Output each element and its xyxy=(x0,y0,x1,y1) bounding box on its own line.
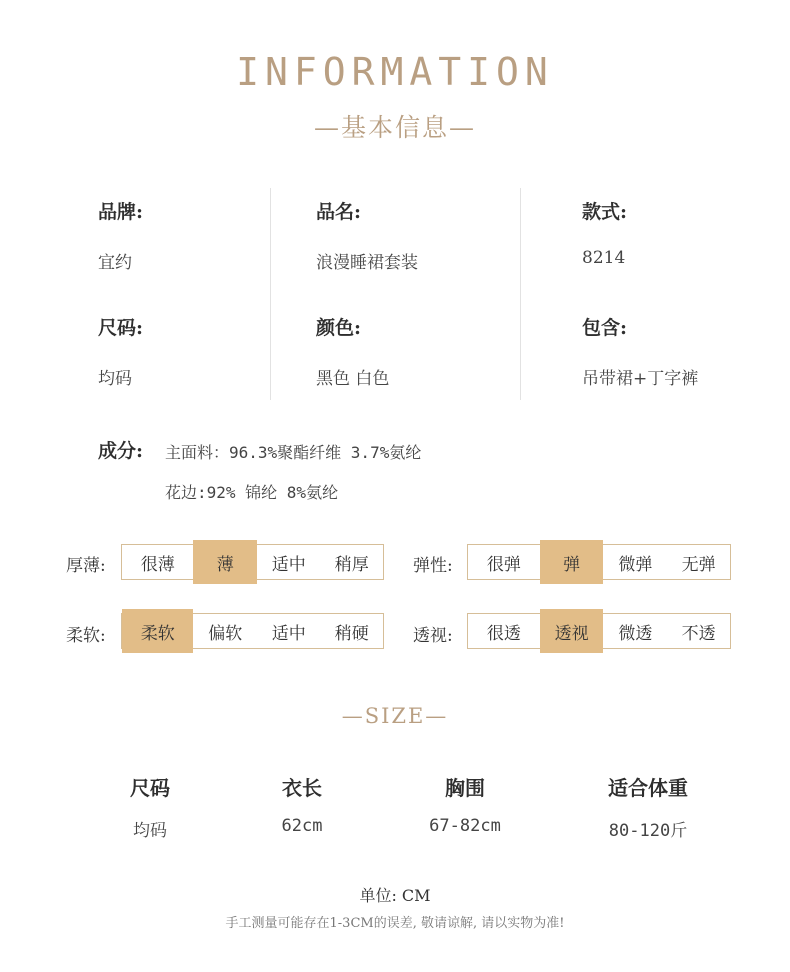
size-header-bust: 胸围 xyxy=(445,776,485,800)
size-value-length: 62cm xyxy=(281,816,323,836)
thickness-scale xyxy=(121,544,384,580)
size-value: 均码 xyxy=(98,369,132,389)
size-header-weight: 适合体重 xyxy=(608,776,688,800)
size-value-bust: 67-82cm xyxy=(429,816,501,836)
column-divider xyxy=(520,188,521,400)
style-label: 款式: xyxy=(582,201,628,223)
product-name-label: 品名: xyxy=(316,201,362,223)
softness-scale xyxy=(121,613,384,649)
unit-note: 单位: CM xyxy=(359,886,431,905)
page-subtitle: —基本信息— xyxy=(313,113,476,142)
size-label: 尺码: xyxy=(98,317,144,339)
softness-option-2: 适中 xyxy=(271,623,306,644)
softness-option-1: 偏软 xyxy=(208,623,243,644)
measurement-disclaimer: 手工测量可能存在1-3CM的误差, 敬请谅解, 请以实物为准! xyxy=(225,916,565,931)
thickness-option-2: 适中 xyxy=(271,554,306,575)
brand-label: 品牌: xyxy=(98,201,144,223)
elasticity-scale xyxy=(467,544,731,580)
size-value-size: 均码 xyxy=(133,821,167,841)
includes-label: 包含: xyxy=(582,317,628,339)
elasticity-option-1: 弹 xyxy=(540,540,604,584)
thickness-option-1: 薄 xyxy=(193,540,257,584)
composition-line-main: 主面料：96.3%聚酯纤维 3.7%氨纶 xyxy=(165,443,422,462)
softness-option-3: 稍硬 xyxy=(334,623,369,644)
color-label: 颜色: xyxy=(316,317,362,339)
includes-value: 吊带裙+丁字裤 xyxy=(582,369,699,389)
transparency-option-0: 很透 xyxy=(486,623,521,644)
size-header-size: 尺码 xyxy=(130,776,170,800)
style-value: 8214 xyxy=(582,248,626,268)
transparency-option-3: 不透 xyxy=(681,623,716,644)
elasticity-option-0: 很弹 xyxy=(486,554,521,575)
composition-label: 成分: xyxy=(98,440,144,462)
elasticity-option-2: 微弹 xyxy=(618,554,653,575)
transparency-option-1: 透视 xyxy=(540,609,604,653)
transparency-option-2: 微透 xyxy=(618,623,653,644)
size-value-weight: 80-120斤 xyxy=(608,821,688,841)
elasticity-option-3: 无弹 xyxy=(681,554,716,575)
size-header-length: 衣长 xyxy=(282,776,322,800)
thickness-option-3: 稍厚 xyxy=(334,554,369,575)
softness-label: 柔软: xyxy=(66,626,106,646)
column-divider xyxy=(270,188,271,400)
softness-option-0: 柔软 xyxy=(122,609,193,653)
elasticity-label: 弹性: xyxy=(413,556,453,576)
transparency-label: 透视: xyxy=(413,626,453,646)
brand-value: 宜约 xyxy=(98,253,132,273)
thickness-option-0: 很薄 xyxy=(140,554,175,575)
composition-line-lace: 花边:92% 锦纶 8%氨纶 xyxy=(165,483,339,502)
color-value: 黑色 白色 xyxy=(316,369,390,389)
transparency-scale xyxy=(467,613,731,649)
size-section-title: —SIZE— xyxy=(341,704,449,728)
product-name-value: 浪漫睡裙套装 xyxy=(316,253,418,273)
page-title: INFORMATION xyxy=(236,50,554,94)
thickness-label: 厚薄: xyxy=(66,556,106,576)
